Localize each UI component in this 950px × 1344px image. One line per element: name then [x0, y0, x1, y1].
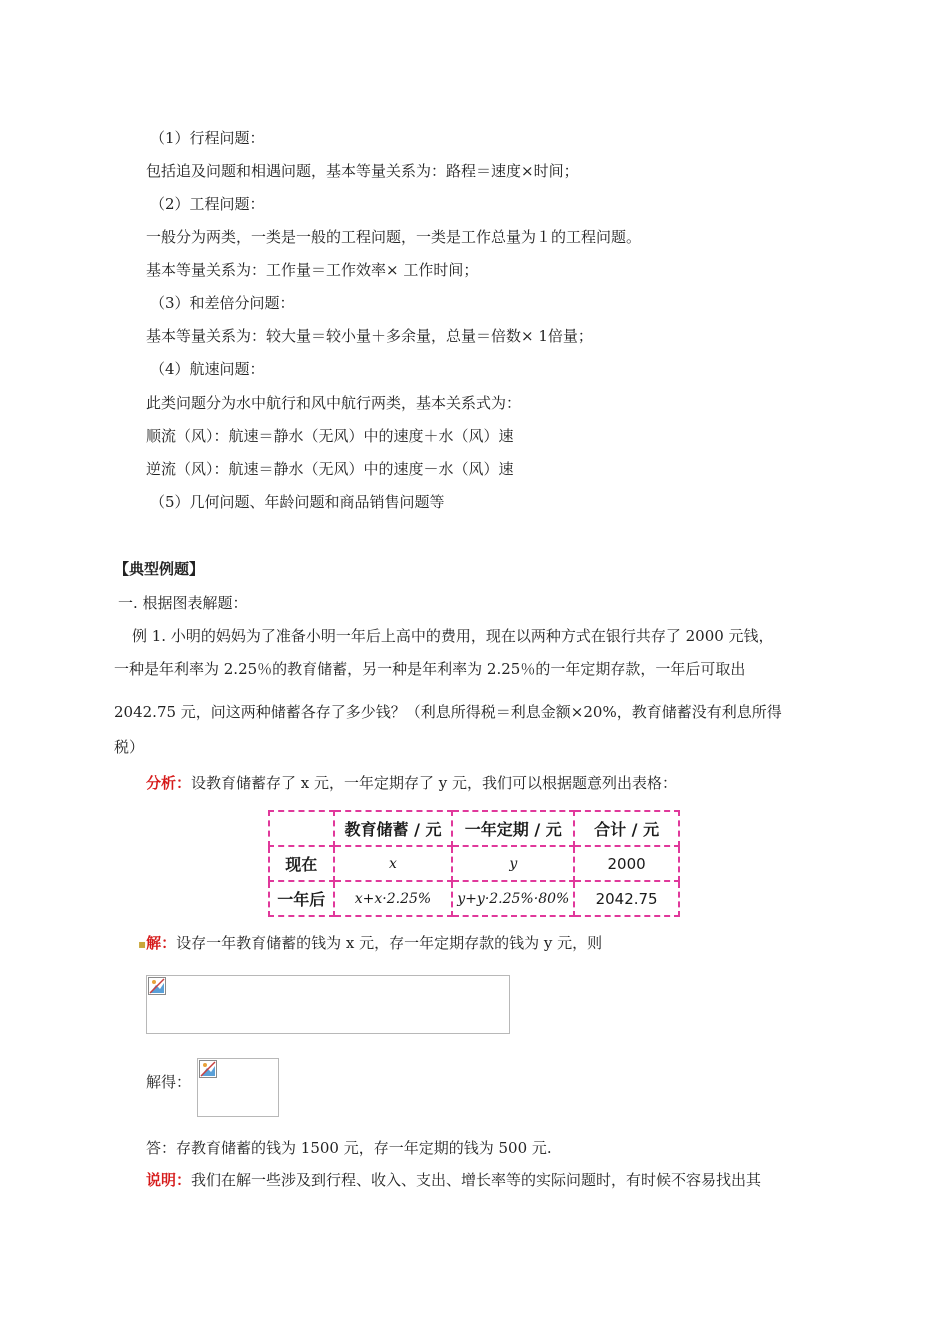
- broken-image-icon: [148, 977, 166, 995]
- text-line: 包括追及问题和相遇问题，基本等量关系为：路程＝速度×时间；: [146, 162, 579, 180]
- table-cell: [269, 811, 334, 846]
- table-cell: 2000: [574, 846, 679, 881]
- section-title: 【典型例题】: [114, 560, 205, 578]
- broken-image-icon: [199, 1060, 217, 1078]
- subsection-title: 一. 根据图表解题：: [118, 594, 248, 612]
- note-label: 说明：: [146, 1171, 192, 1189]
- table-row: [269, 881, 679, 916]
- note-line: [146, 1170, 761, 1190]
- analysis-line: [146, 773, 677, 793]
- data-table: [268, 810, 680, 917]
- table-cell: y: [452, 846, 574, 881]
- example-text: 2042.75 元，问这两种储蓄各存了多少钱？（利息所得税＝利息金额×20%，教育储蓄没有利息所得: [114, 703, 782, 721]
- text-line: （2）工程问题：: [150, 195, 265, 213]
- table-row: [269, 846, 679, 881]
- text-line: （4）航速问题：: [150, 360, 265, 378]
- table-cell: 2042.75: [574, 881, 679, 916]
- text-line: （1）行程问题：: [150, 129, 265, 147]
- analysis-label: 分析：: [146, 774, 192, 792]
- solution-label: 解：: [146, 934, 177, 952]
- bullet-dot-icon: ▪: [138, 937, 147, 951]
- text-line: 顺流（风）：航速＝静水（无风）中的速度＋水（风）速: [146, 427, 514, 445]
- table-cell: 一年后: [269, 881, 334, 916]
- table-cell: 合计 / 元: [574, 811, 679, 846]
- table-header-row: [269, 811, 679, 846]
- text-line: 基本等量关系为：较大量＝较小量＋多余量，总量＝倍数× 1倍量；: [146, 327, 593, 345]
- table-cell: 一年定期 / 元: [452, 811, 574, 846]
- example-text: 一种是年利率为 2.25％的教育储蓄，另一种是年利率为 2.25％的一年定期存款，一年后可取出: [114, 660, 746, 678]
- text-line: 逆流（风）：航速＝静水（无风）中的速度－水（风）速: [146, 460, 514, 478]
- answer-text: 答：存教育储蓄的钱为 1500 元，存一年定期的钱为 500 元.: [146, 1139, 552, 1157]
- table-cell: x+x·2.25%: [334, 881, 453, 916]
- table-cell: y+y·2.25%·80%: [452, 881, 574, 916]
- table-cell: 现在: [269, 846, 334, 881]
- table-cell: x: [334, 846, 453, 881]
- example-text: 例 1. 小明的妈妈为了准备小明一年后上高中的费用，现在以两种方式在银行共存了 2000 元钱，: [132, 627, 774, 645]
- text-line: 一般分为两类，一类是一般的工程问题，一类是工作总量为１的工程问题。: [146, 228, 642, 246]
- text-line: （3）和差倍分问题：: [150, 294, 295, 312]
- note-text: 我们在解一些涉及到行程、收入、支出、增长率等的实际问题时，有时候不容易找出其: [191, 1171, 762, 1189]
- equation-image: [146, 975, 510, 1034]
- solution-line: [138, 933, 602, 954]
- result-image: [197, 1058, 279, 1117]
- analysis-text: 设教育储蓄存了 x 元，一年定期存了 y 元，我们可以根据题意列出表格：: [191, 774, 678, 792]
- text-line: 基本等量关系为：工作量＝工作效率× 工作时间；: [146, 261, 479, 279]
- solution-text: 设存一年教育储蓄的钱为 x 元，存一年定期存款的钱为 y 元，则: [176, 934, 603, 952]
- table-cell: 教育储蓄 / 元: [334, 811, 453, 846]
- text-line: （5）几何问题、年龄问题和商品销售问题等: [150, 493, 445, 511]
- text-line: 此类问题分为水中航行和风中航行两类，基本关系式为：: [146, 394, 522, 412]
- solve-label: 解得：: [146, 1073, 192, 1091]
- example-text: 税）: [114, 738, 145, 756]
